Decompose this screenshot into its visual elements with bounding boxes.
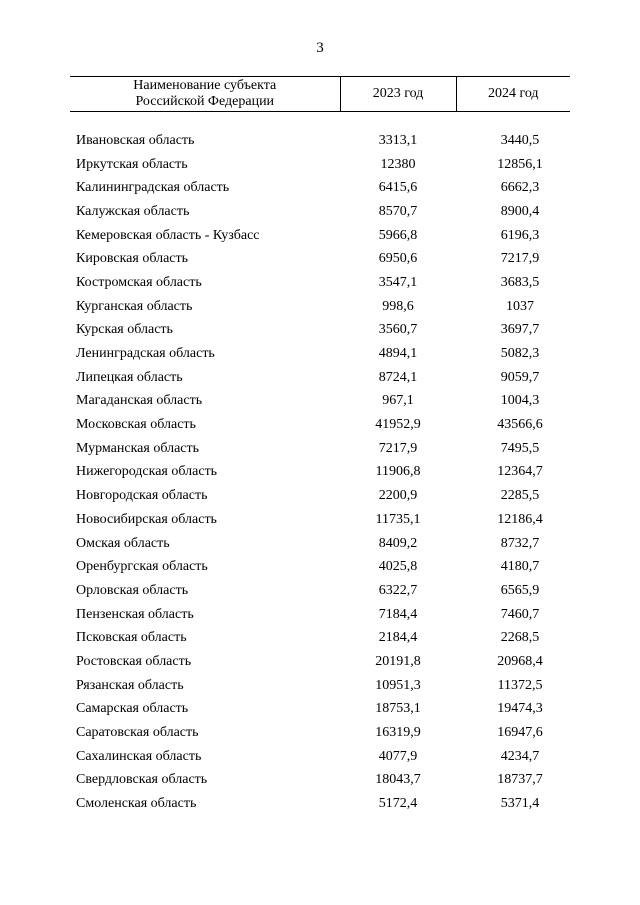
region-name-cell: Калининградская область [76,180,230,196]
value-2024-cell: 3697,7 [500,322,540,338]
value-2024-cell: 19474,3 [497,701,543,717]
region-name-cell: Мурманская область [76,440,200,456]
value-2023-cell: 41952,9 [375,417,421,433]
table-row [70,698,570,722]
table-row [70,319,570,343]
value-2023-cell: 3313,1 [378,132,418,148]
value-2024-cell: 1037 [506,298,534,314]
region-name-cell: Калужская область [76,203,190,219]
table-row [70,129,570,153]
value-2024-cell: 12186,4 [497,511,543,527]
column-header-subject [70,77,340,112]
value-2024-cell: 11372,5 [497,677,543,693]
table-row [70,413,570,437]
value-2023-cell: 5172,4 [378,796,418,812]
table-row [70,674,570,698]
region-name-cell: Псковская область [76,630,187,646]
value-2024-cell: 5082,3 [500,346,540,362]
region-name-cell: Саратовская область [76,725,199,741]
region-name-cell: Ростовская область [76,653,192,669]
value-2024-cell: 7217,9 [500,251,540,267]
value-2024-cell: 6662,3 [500,180,540,196]
region-name-cell: Сахалинская область [76,748,202,764]
value-2023-cell: 18753,1 [375,701,421,717]
table-row [70,224,570,248]
value-2023-cell: 2200,9 [378,488,418,504]
region-name-cell: Пензенская область [76,606,194,622]
region-name-cell: Рязанская область [76,677,184,693]
region-name-cell: Магаданская область [76,393,203,409]
value-2023-cell: 3547,1 [378,274,418,290]
region-name-cell: Кировская область [76,251,189,267]
value-2024-cell: 3440,5 [500,132,540,148]
region-name-cell: Свердловская область [76,772,208,788]
region-name-cell: Курская область [76,322,173,338]
value-2024-cell: 7460,7 [500,606,540,622]
value-2023-cell: 20191,8 [375,653,421,669]
region-name-cell: Липецкая область [76,369,183,385]
region-name-cell: Орловская область [76,582,189,598]
value-2023-cell: 2184,4 [378,630,418,646]
table-row [70,342,570,366]
table-row [70,200,570,224]
table-row [70,508,570,532]
table-body [70,112,570,816]
column-header-subject-line2: Российской Федерации [135,94,275,109]
table-header [70,77,570,112]
value-2023-cell: 8570,7 [378,203,418,219]
region-name-cell: Кемеровская область - Кузбасс [76,227,260,243]
table-row [70,437,570,461]
table-row [70,295,570,319]
table-row [70,603,570,627]
region-name-cell: Костромская область [76,274,202,290]
table-row [70,555,570,579]
value-2023-cell: 4077,9 [378,748,418,764]
value-2024-cell: 6565,9 [500,582,540,598]
table-row [70,626,570,650]
value-2023-cell: 998,6 [382,298,414,314]
table-row [70,484,570,508]
value-2023-cell: 4894,1 [378,346,418,362]
value-2024-cell: 6196,3 [500,227,540,243]
table-row [70,792,570,816]
region-name-cell: Иркутская область [76,156,188,172]
value-2023-cell: 3560,7 [378,322,418,338]
value-2024-cell: 4234,7 [500,748,540,764]
table-row [70,721,570,745]
value-2023-cell: 7217,9 [378,440,418,456]
value-2023-cell: 8409,2 [378,535,418,551]
region-name-cell: Самарская область [76,701,189,717]
table-row [70,390,570,414]
table-row [70,461,570,485]
region-name-cell: Ивановская область [76,132,195,148]
value-2024-cell: 2285,5 [500,488,540,504]
table-row [70,650,570,674]
table-header-row [70,77,570,112]
value-2024-cell: 12856,1 [497,156,543,172]
value-2024-cell: 1004,3 [500,393,540,409]
region-name-cell: Новосибирская область [76,511,217,527]
value-2023-cell: 6322,7 [378,582,418,598]
region-name-cell: Нижегородская область [76,464,218,480]
value-2024-cell: 16947,6 [497,725,543,741]
value-2023-cell: 16319,9 [375,725,421,741]
value-2023-cell: 967,1 [382,393,414,409]
value-2024-cell: 5371,4 [500,796,540,812]
table-row [70,579,570,603]
value-2024-cell: 12364,7 [497,464,543,480]
table-row [70,271,570,295]
data-table-container [70,76,570,816]
value-2023-cell: 5966,8 [378,227,418,243]
table-row [70,769,570,793]
value-2024-cell: 2268,5 [500,630,540,646]
value-2024-cell: 8732,7 [500,535,540,551]
column-header-2024: 2024 год [456,77,570,112]
value-2024-cell: 3683,5 [500,274,540,290]
region-name-cell: Курганская область [76,298,193,314]
table-row [70,532,570,556]
value-2023-cell: 10951,3 [375,677,421,693]
region-name-cell: Смоленская область [76,796,197,812]
value-2023-cell: 18043,7 [375,772,421,788]
value-2024-cell: 7495,5 [500,440,540,456]
value-2024-cell: 8900,4 [500,203,540,219]
value-2023-cell: 7184,4 [378,606,418,622]
table-row [70,745,570,769]
region-name-cell: Московская область [76,417,196,433]
value-2024-cell: 43566,6 [497,417,543,433]
value-2024-cell: 4180,7 [500,559,540,575]
region-name-cell: Ленинградская область [76,346,215,362]
value-2024-cell: 9059,7 [500,369,540,385]
value-2023-cell: 8724,1 [378,369,418,385]
table-row [70,366,570,390]
table-row [70,247,570,271]
table-row [70,153,570,177]
region-name-cell: Новгородская область [76,488,208,504]
region-name-cell: Омская область [76,535,170,551]
data-table [70,76,570,816]
value-2023-cell: 6950,6 [378,251,418,267]
region-name-cell: Оренбургская область [76,559,208,575]
column-header-subject-line1: Наименование субъекта [133,78,277,93]
table-row [70,176,570,200]
value-2023-cell: 11906,8 [375,464,421,480]
table-spacer-row [70,112,570,130]
value-2024-cell: 20968,4 [497,653,543,669]
value-2023-cell: 4025,8 [378,559,418,575]
value-2023-cell: 6415,6 [378,180,418,196]
column-header-2023: 2023 год [340,77,456,112]
page-number: 3 [316,40,324,56]
value-2024-cell: 18737,7 [497,772,543,788]
value-2023-cell: 12380 [380,156,416,172]
value-2023-cell: 11735,1 [375,511,421,527]
